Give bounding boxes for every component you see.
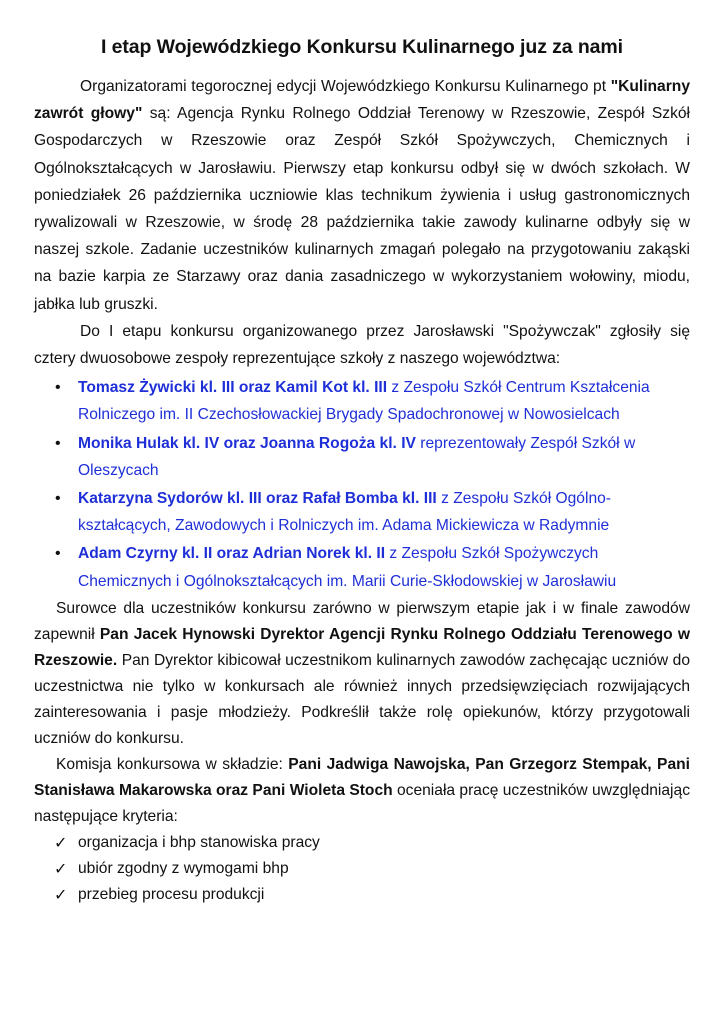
paragraph-sponsor: Surowce dla uczestników konkursu zarówno w pierwszym etapie jak i w finale zawodów zapewnił Pan Jacek Hynowski Dyrektor Agencji Rynku Rolnego Oddziału Terenowego w Rzeszowie. Pan Dyrektor kibicował uczestnikom kulinarnych zawodów zachęcając uczniów do uczestnictwa nie tylko w konkursach ale również innych przedsięwzięciach rozwijających zainteresowania i pasje młodzieży. Podkreślił także rolę opiekunów, którzy przygotowali uczniów do konkursu. [34,599,690,747]
list-item: ✓ ubiór zgodny z wymogami bhp [34,856,690,882]
sponsor-name: Pan Jacek Hynowski Dyrektor Agencji Rynku Rolnego Oddziału Terenowego w Rzeszowie. [34,625,690,669]
bullet-icon: • [55,379,61,397]
paragraph-teams-intro: Do I etapu konkursu organizowanego przez Jarosławski "Spożywczak" zgłosiły się cztery dwuosobowe zespoły reprezentujące szkoły z naszego województwa: [34,322,690,368]
teams-list [34,374,690,595]
check-icon: ✓ [54,832,68,852]
list-item: ✓ przebieg procesu produkcji [34,882,690,908]
bullet-icon: • [55,434,61,452]
document-page [34,34,690,908]
paragraph-organizers: Organizatorami tegorocznej edycji Wojewódzkiego Konkursu Kulinarnego pt "Kulinarny zawrót głowy" są: Agencja Rynku Rolnego Oddział Terenowy w Rzeszowie, Zespół Szkół Gospodarczych w Rzeszowie oraz Zespół Szkół Spożywczych, Chemicznych i Ogólnokształcących w Jarosławiu. Pierwszy etap konkursu odbył się w dwóch szkołach. W poniedziałek 26 października uczniowie klas technikum żywienia i usług gastronomicznych rywalizowali w Rzeszowie, w środę 28 października takie zawody kulinarne odbyły się w naszej szkole. Zadanie uczestników kulinarnych zmagań polegało na przygotowaniu zakąski na bazie karpia ze Starzawy oraz dania zasadniczego w wykorzystaniem wołowiny, miodu, jabłka lub gruszki. [34,78,691,313]
check-icon: ✓ [54,858,68,878]
list-item: • Monika Hulak kl. IV oraz Joanna Rogoża kl. IV reprezentowały Zespół Szkół w Oleszycach [34,430,690,484]
bullet-icon: • [55,490,61,508]
bullet-icon: • [55,545,61,563]
list-item: • Tomasz Żywicki kl. III oraz Kamil Kot kl. III z Zespołu Szkół Centrum Kształcenia Rolniczego im. II Czechosłowackiej Brygady Spadochronowej w Nowosielcach [34,374,690,428]
document-title: I etap Wojewódzkiego Konkursu Kulinarnego juz za nami [101,36,623,58]
jury-names: Pani Jadwiga Nawojska, Pan Grzegorz Stempak, Pani Stanisława Makarowska oraz Pani Wioleta Stoch [34,755,690,799]
paragraph-jury: Komisja konkursowa w składzie: Pani Jadwiga Nawojska, Pan Grzegorz Stempak, Pani Stanisława Makarowska oraz Pani Wioleta Stoch oceniała pracę uczestników uwzględniając następujące kryteria: [34,755,690,825]
list-item: • Adam Czyrny kl. II oraz Adrian Norek kl. II z Zespołu Szkół Spożywczych Chemicznych i Ogólnokształcących im. Marii Curie-Skłodowskiej w Jarosławiu [34,540,690,594]
list-item: • Katarzyna Sydorów kl. III oraz Rafał Bomba kl. III z Zespołu Szkół Ogólno-kształcących, Zawodowych i Rolniczych im. Adama Mickiewicza w Radymnie [34,485,690,539]
list-item: ✓ organizacja i bhp stanowiska pracy [34,830,690,856]
criteria-list [34,830,690,908]
check-icon: ✓ [54,884,68,904]
contest-name: "Kulinarny zawrót głowy" [34,78,690,123]
